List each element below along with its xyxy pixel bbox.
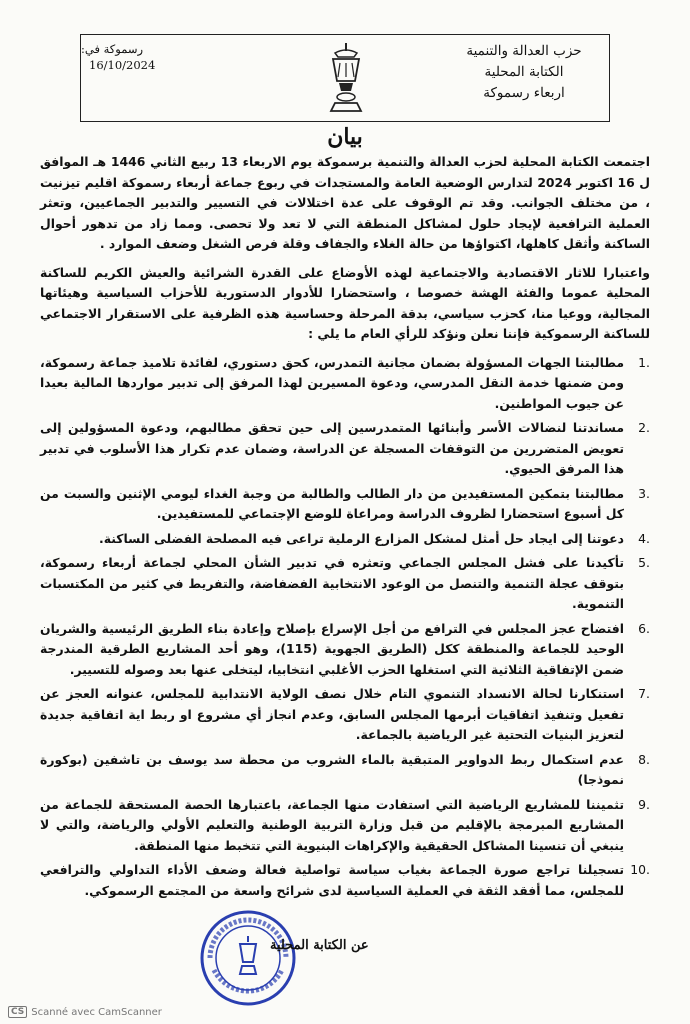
party-name: حزب العدالة والتنمية [466, 43, 582, 59]
document-body [40, 152, 650, 905]
list-item [40, 529, 650, 550]
letterhead [80, 34, 610, 122]
date-value: 16/10/2024 [89, 58, 156, 72]
item-number: .2 [638, 420, 650, 435]
item-text: مساندتنا لنضالات الأسر وأبنائها المتمدرسين إلى حين تحقق مطالبهم، ودعوة المسؤولين إلى تعويض المتضررين من التوقفات المسجلة عن الدراسة، وضمان عدم تكرار هذا الأسلوب في تدبير هذا المرفق الحيوي. [40, 420, 624, 476]
office-name: الكتابة المحلية [484, 64, 564, 80]
camscanner-badge: CS [8, 1006, 27, 1018]
item-number: .5 [638, 555, 650, 570]
list-item [40, 860, 650, 901]
preamble-paragraph: واعتبارا للاثار الاقتصادية والاجتماعية لهذه الأوضاع على القدرة الشرائية والعيش الكريم للساكنة المحلية عموما والفئة الهشة خصوصا ، واستحضارا للأدوار الدستورية للأحزاب السياسية وهيئاتها المجالية، ووعيا منا، كحزب سياسي، بدقة المرحلة وحساسية هذه الظرفية على الاستقرار الاجتماعي للساكنة الرسموكية فإننا نعلن ونؤكد للرأي العام ما يلي : [40, 264, 650, 341]
document-title: بيان [327, 124, 363, 150]
list-item [40, 484, 650, 525]
lamp-logo-icon [321, 41, 371, 117]
item-number: .4 [638, 530, 650, 546]
item-text: استنكارنا لحالة الانسداد التنموي التام خلال نصف الولاية الانتدابية للمجلس، عنوانه العجز عن تفعيل وتنفيذ اتفاقيات أبرمها المجلس السابق، وعدم انجاز أي مشروع او ربط اية اتفاقية جديدة لتعزيز البنيات التحتية غير الرياضية بالجماعة. [40, 686, 624, 742]
list-item [40, 353, 650, 415]
camscanner-text: Scanné avec CamScanner [31, 1006, 162, 1018]
item-text: مطالبتنا الجهات المسؤولة بضمان مجانية التمدرس، كحق دستوري، لفائدة تلاميذ جماعة رسموكة، ومن ضمنها خدمة النقل المدرسي، ودعوة المسيرين لهذا المرفق إلى تدبير مواردها المالية بعيدا عن جيوب المواطنين. [40, 354, 624, 411]
list-item [40, 553, 650, 615]
date-label: رسموكة في: [81, 42, 144, 56]
item-number: .9 [638, 796, 650, 812]
item-number: .7 [638, 686, 650, 701]
item-text: تسجيلنا تراجع صورة الجماعة بغياب سياسة تواصلية فعالة وضعف الأداء التداولي والترافعي للمجلس، مما أفقد الثقة في العملية السياسية لدى شرائح واسعة من المجتمع الرسموكي. [40, 862, 624, 898]
item-number: .1 [638, 354, 650, 370]
item-text: تأكيدنا على فشل المجلس الجماعي وتعثره في تدبير الشأن المحلي لجماعة أربعاء رسموكة، بتوقف عجلة التنمية والتنصل من الوعود الانتخابية الفضفاضة، والتفريط في كثير من المكتسبات التنموية. [40, 555, 624, 611]
official-stamp-icon [198, 908, 298, 1008]
item-text: دعوتنا إلى ايجاد حل أمثل لمشكل المزارع الرملية تراعى فيه المصلحة الفضلى الساكنة. [99, 530, 624, 546]
item-number: .8 [638, 751, 650, 767]
letterhead-org [439, 35, 609, 121]
list-item [40, 684, 650, 746]
item-text: افتضاح عجز المجلس في الترافع من أجل الإسراع بإصلاح وإعادة بناء الطريق الرئيسية والشريان الوحيد للجماعة والمنطقة ككل (الطريق الجهوية (115)، وهو أحد المشاريع الطرقية المندرجة ضمن الإتفاقية الثلاثية التي استغلها الحزب الأغلبي انتخابيا، ليتخلى عنها بعد وصوله للتسيير. [40, 620, 624, 677]
item-number: .3 [638, 485, 650, 501]
item-text: مطالبتنا بتمكين المستفيدين من دار الطالب والطالبة من وجبة الغداء ليومي الإثنين والسبت من كل أسبوع استحضارا لظروف الدراسة ومراعاة للوضع الإجتماعي للمستفيدين. [40, 485, 624, 521]
letterhead-date [81, 35, 219, 121]
item-number: .10 [630, 862, 650, 877]
list-item [40, 795, 650, 857]
signature: عن الكتابة المحلية [270, 938, 369, 953]
list-item [40, 619, 650, 681]
place-name: اربعاء رسموكة [483, 85, 565, 101]
intro-paragraph: اجتمعت الكتابة المحلية لحزب العدالة والتنمية برسموكة يوم الاربعاء 13 ربيع الثاني 1446 هـ الموافق ل 16 اكتوبر 2024 لتدارس الوضعية العامة والمستجدات في ربوع جماعة أربعاء رسموكة اقليم تيزنيت ، من مختلف الجوانب. وقد تم الوقوف على عدة اختلالات في التسيير والتدبير الجماعيين، وتعثر العملية الترافعية لإيجاد حلول لمشاكل المنطقة التي لا تعد ولا تحصى. ومما زاد من تدهور أحوال الساكنة وأثقل كاهلها، اكتواؤها من حالة الغلاء والجفاف وقلة فرص الشغل وضعف الموارد . [40, 154, 650, 251]
item-number: .6 [638, 620, 650, 636]
item-text: عدم استكمال ربط الدواوير المتبقية بالماء الشروب من محطة سد يوسف بن تاشفين (بوكورة نموذجا) [40, 751, 624, 787]
list-item [40, 750, 650, 791]
scanner-watermark [8, 1006, 162, 1018]
statement-list [40, 353, 650, 902]
item-text: تثميننا للمشاريع الرياضية التي استفادت منها الجماعة، باعتبارها الحصة المستحقة للجماعة من المشاريع المبرمجة بالإقليم من قبل وزارة التربية الوطنية والتعليم الأولي والرياضة، والتي لا ينبغي أن تنسينا المشاكل الحقيقية والإكراهات البنيوية التي تتخبط منها المنطقة. [40, 796, 624, 853]
list-item [40, 418, 650, 480]
